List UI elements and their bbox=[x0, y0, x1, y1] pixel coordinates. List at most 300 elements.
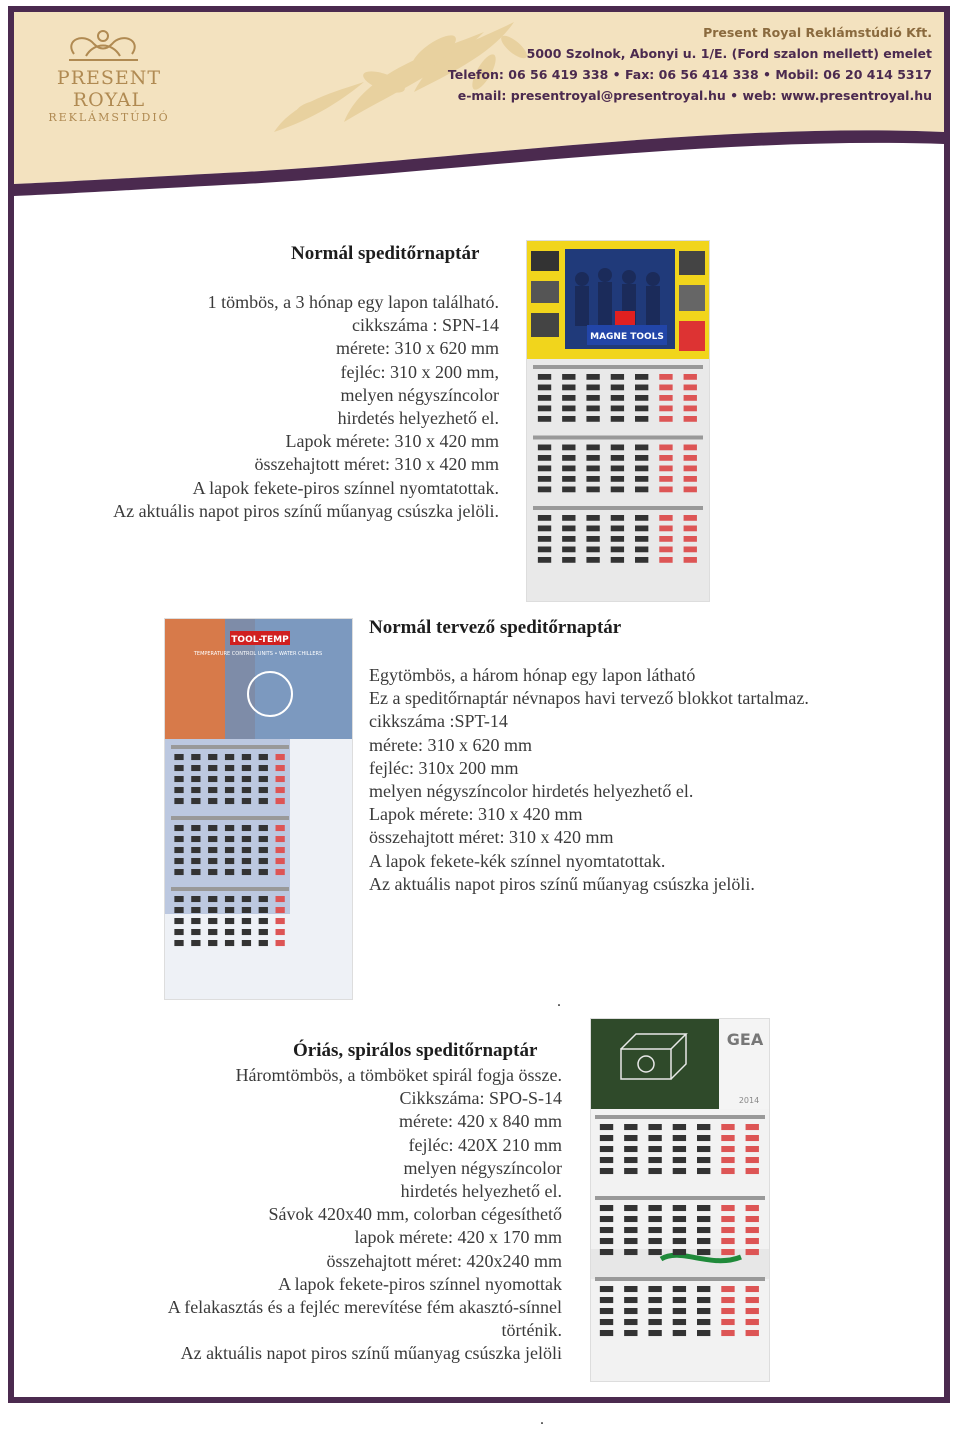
calendar-day-cell bbox=[191, 918, 200, 924]
calendar-day-cell bbox=[721, 1330, 734, 1336]
logo-main-text: PRESENT ROYAL bbox=[56, 67, 162, 111]
calendar-day-cell bbox=[611, 515, 624, 521]
product-1-description bbox=[19, 291, 499, 523]
calendar-day-cell bbox=[538, 536, 551, 542]
calendar-day-cell bbox=[600, 1249, 613, 1255]
calendar-day-cell bbox=[586, 385, 599, 391]
calendar-day-cell bbox=[242, 869, 251, 875]
calendar-day-cell bbox=[635, 395, 648, 401]
calendar-day-cell bbox=[208, 907, 217, 913]
calendar-day-cell bbox=[538, 547, 551, 553]
product-3-line: történik. bbox=[501, 1320, 562, 1341]
calendar-day-cell bbox=[174, 940, 183, 946]
calendar-day-cell bbox=[600, 1308, 613, 1314]
calendar-day-cell bbox=[174, 787, 183, 793]
calendar-day-cell bbox=[208, 896, 217, 902]
calendar-day-cell bbox=[276, 836, 285, 842]
calendar-day-cell bbox=[697, 1124, 710, 1130]
product-3-line: Cikkszáma: SPO-S-14 bbox=[399, 1088, 562, 1109]
calendar-day-cell bbox=[746, 1205, 759, 1211]
product-1-line: mérete: 310 x 620 mm bbox=[336, 338, 499, 359]
calendar-day-cell bbox=[174, 896, 183, 902]
calendar-day-cell bbox=[586, 416, 599, 422]
calendar-day-cell bbox=[721, 1124, 734, 1130]
calendar-day-cell bbox=[242, 836, 251, 842]
calendar-day-cell bbox=[259, 765, 268, 771]
calendar-day-cell bbox=[611, 536, 624, 542]
calendar-day-cell bbox=[624, 1216, 637, 1222]
calendar-day-cell bbox=[562, 374, 575, 380]
calendar-day-cell bbox=[600, 1205, 613, 1211]
calendar-day-cell bbox=[600, 1227, 613, 1233]
product-1-line: összehajtott méret: 310 x 420 mm bbox=[254, 454, 499, 475]
calendar-day-cell bbox=[721, 1297, 734, 1303]
calendar-day-cell bbox=[648, 1168, 661, 1174]
calendar-day-cell bbox=[746, 1249, 759, 1255]
calendar-day-cell bbox=[624, 1249, 637, 1255]
calendar-day-cell bbox=[611, 487, 624, 493]
product-3-line: Háromtömbös, a tömböket spirál fogja össze. bbox=[235, 1065, 562, 1085]
calendar-day-cell bbox=[611, 374, 624, 380]
calendar-day-cell bbox=[225, 825, 234, 831]
calendar-day-cell bbox=[191, 776, 200, 782]
calendar-day-cell bbox=[697, 1297, 710, 1303]
calendar-photo-3 bbox=[590, 1018, 770, 1382]
calendar-day-cell bbox=[659, 536, 672, 542]
calendar-day-cell bbox=[635, 466, 648, 472]
calendar-day-cell bbox=[673, 1286, 686, 1292]
product-3-title: Óriás, spirálos speditőrnaptár bbox=[293, 1040, 538, 1061]
calendar-day-cell bbox=[673, 1330, 686, 1336]
calendar-day-cell bbox=[225, 858, 234, 864]
calendar-day-cell bbox=[611, 406, 624, 412]
calendar-day-cell bbox=[624, 1286, 637, 1292]
calendar-day-cell bbox=[697, 1168, 710, 1174]
calendar-day-cell bbox=[586, 445, 599, 451]
product-2-title: Normál tervező speditőrnaptár bbox=[369, 617, 622, 638]
calendar-day-cell bbox=[259, 754, 268, 760]
calendar-day-cell bbox=[635, 476, 648, 482]
calendar-day-cell bbox=[538, 487, 551, 493]
calendar-day-cell bbox=[624, 1238, 637, 1244]
product-3-line: hirdetés helyezhető el. bbox=[400, 1181, 562, 1202]
calendar-day-cell bbox=[600, 1216, 613, 1222]
company-email: e-mail: presentroyal@presentroyal.hu • web: www.presentroyal.hu bbox=[457, 88, 932, 103]
product-2-line: fejléc: 310x 200 mm bbox=[369, 757, 519, 778]
calendar-day-cell bbox=[611, 526, 624, 532]
calendar-day-cell bbox=[562, 557, 575, 563]
calendar-day-cell bbox=[562, 385, 575, 391]
calendar-day-cell bbox=[259, 836, 268, 842]
calendar-day-cell bbox=[648, 1319, 661, 1325]
calendar-day-cell bbox=[562, 455, 575, 461]
calendar-day-cell bbox=[242, 787, 251, 793]
calendar-day-cell bbox=[659, 445, 672, 451]
calendar-day-cell bbox=[242, 765, 251, 771]
calendar-day-cell bbox=[746, 1330, 759, 1336]
calendar-day-cell bbox=[721, 1205, 734, 1211]
calendar-day-cell bbox=[684, 526, 697, 532]
calendar-day-cell bbox=[697, 1319, 710, 1325]
calendar-day-cell bbox=[721, 1249, 734, 1255]
calendar-day-cell bbox=[242, 847, 251, 853]
calendar-day-cell bbox=[174, 929, 183, 935]
calendar-day-cell bbox=[600, 1238, 613, 1244]
calendar-day-cell bbox=[673, 1157, 686, 1163]
calendar-day-cell bbox=[174, 765, 183, 771]
calendar-day-cell bbox=[225, 776, 234, 782]
calendar-day-cell bbox=[259, 776, 268, 782]
calendar-day-cell bbox=[562, 526, 575, 532]
calendar-day-cell bbox=[191, 754, 200, 760]
calendar-day-cell bbox=[648, 1330, 661, 1336]
calendar-day-cell bbox=[635, 536, 648, 542]
calendar-day-cell bbox=[684, 487, 697, 493]
calendar-day-cell bbox=[259, 940, 268, 946]
calendar-day-cell bbox=[721, 1146, 734, 1152]
calendar-day-cell bbox=[635, 416, 648, 422]
calendar-day-cell bbox=[635, 445, 648, 451]
calendar-day-cell bbox=[191, 907, 200, 913]
calendar-day-cell bbox=[225, 929, 234, 935]
calendar-day-cell bbox=[586, 487, 599, 493]
calendar-day-cell bbox=[611, 385, 624, 391]
calendar-day-cell bbox=[174, 907, 183, 913]
calendar-day-cell bbox=[586, 557, 599, 563]
calendar-day-cell bbox=[259, 825, 268, 831]
calendar-day-cell bbox=[648, 1286, 661, 1292]
product-3-line: mérete: 420 x 840 mm bbox=[399, 1111, 562, 1132]
calendar-day-cell bbox=[746, 1297, 759, 1303]
calendar-day-cell bbox=[208, 836, 217, 842]
calendar-day-cell bbox=[562, 445, 575, 451]
calendar-day-cell bbox=[659, 557, 672, 563]
calendar-day-cell bbox=[259, 929, 268, 935]
calendar-day-cell bbox=[276, 798, 285, 804]
calendar-day-cell bbox=[721, 1168, 734, 1174]
calendar-day-cell bbox=[208, 940, 217, 946]
calendar-day-cell bbox=[562, 536, 575, 542]
calendar-day-cell bbox=[673, 1319, 686, 1325]
calendar-day-cell bbox=[276, 847, 285, 853]
calendar-month-header bbox=[171, 816, 289, 820]
calendar-day-cell bbox=[208, 858, 217, 864]
calendar-day-cell bbox=[242, 896, 251, 902]
calendar-day-cell bbox=[259, 869, 268, 875]
calendar-day-cell bbox=[276, 754, 285, 760]
calendar-day-cell bbox=[721, 1238, 734, 1244]
calendar-day-cell bbox=[684, 445, 697, 451]
calendar-day-cell bbox=[600, 1146, 613, 1152]
calendar-day-cell bbox=[611, 466, 624, 472]
calendar-day-cell bbox=[225, 907, 234, 913]
calendar-day-cell bbox=[611, 476, 624, 482]
calendar-day-cell bbox=[659, 466, 672, 472]
calendar-day-cell bbox=[225, 847, 234, 853]
calendar-day-cell bbox=[538, 374, 551, 380]
calendar-day-cell bbox=[635, 374, 648, 380]
calendar-day-cell bbox=[611, 445, 624, 451]
calendar-month-header bbox=[533, 365, 703, 369]
calendar-day-cell bbox=[721, 1308, 734, 1314]
calendar-day-cell bbox=[721, 1157, 734, 1163]
calendar-day-cell bbox=[624, 1168, 637, 1174]
calendar-day-cell bbox=[673, 1216, 686, 1222]
calendar-day-cell bbox=[673, 1238, 686, 1244]
calendar-day-cell bbox=[648, 1124, 661, 1130]
calendar-day-cell bbox=[746, 1146, 759, 1152]
calendar-day-cell bbox=[538, 406, 551, 412]
calendar-day-cell bbox=[673, 1227, 686, 1233]
cal2-sub-text: TEMPERATURE CONTROL UNITS • WATER CHILLERS bbox=[193, 651, 323, 657]
calendar-day-cell bbox=[648, 1135, 661, 1141]
calendar-day-cell bbox=[225, 836, 234, 842]
calendar-day-cell bbox=[659, 395, 672, 401]
calendar-day-cell bbox=[174, 858, 183, 864]
calendar-day-cell bbox=[191, 787, 200, 793]
calendar-day-cell bbox=[600, 1330, 613, 1336]
calendar-day-cell bbox=[191, 929, 200, 935]
calendar-day-cell bbox=[611, 395, 624, 401]
calendar-day-cell bbox=[174, 754, 183, 760]
calendar-day-cell bbox=[586, 406, 599, 412]
calendar-day-cell bbox=[562, 515, 575, 521]
calendar-day-cell bbox=[208, 918, 217, 924]
calendar-day-cell bbox=[697, 1308, 710, 1314]
calendar-day-cell bbox=[624, 1330, 637, 1336]
separator-dot: . bbox=[557, 993, 561, 1010]
calendar-day-cell bbox=[276, 940, 285, 946]
calendar-day-cell bbox=[684, 406, 697, 412]
calendar-day-cell bbox=[624, 1157, 637, 1163]
calendar-day-cell bbox=[635, 547, 648, 553]
calendar-day-cell bbox=[208, 869, 217, 875]
calendar-photo-2 bbox=[164, 618, 353, 1000]
calendar-day-cell bbox=[648, 1146, 661, 1152]
calendar-day-cell bbox=[208, 847, 217, 853]
calendar-day-cell bbox=[635, 515, 648, 521]
calendar-day-cell bbox=[684, 547, 697, 553]
calendar-day-cell bbox=[242, 798, 251, 804]
calendar-day-cell bbox=[208, 776, 217, 782]
product-1-line: 1 tömbös, a 3 hónap egy lapon található. bbox=[207, 292, 499, 312]
cal3-year-text: 2014 bbox=[738, 1096, 760, 1105]
calendar-day-cell bbox=[276, 869, 285, 875]
calendar-day-cell bbox=[259, 918, 268, 924]
calendar-day-cell bbox=[659, 515, 672, 521]
calendar-day-cell bbox=[659, 374, 672, 380]
calendar-day-cell bbox=[225, 765, 234, 771]
calendar-day-cell bbox=[684, 374, 697, 380]
product-3-description bbox=[2, 1064, 562, 1366]
calendar-day-cell bbox=[659, 416, 672, 422]
calendar-day-cell bbox=[259, 798, 268, 804]
calendar-day-cell bbox=[659, 476, 672, 482]
calendar-day-cell bbox=[208, 929, 217, 935]
calendar-day-cell bbox=[684, 416, 697, 422]
calendar-day-cell bbox=[174, 836, 183, 842]
calendar-day-cell bbox=[684, 395, 697, 401]
calendar-day-cell bbox=[586, 515, 599, 521]
product-1-line: melyen négyszíncolor bbox=[340, 384, 499, 405]
calendar-day-cell bbox=[648, 1249, 661, 1255]
company-address: 5000 Szolnok, Abonyi u. 1/E. (Ford szalon mellett) emelet bbox=[526, 46, 932, 61]
calendar-day-cell bbox=[600, 1297, 613, 1303]
calendar-day-cell bbox=[259, 858, 268, 864]
calendar-month-header bbox=[171, 887, 289, 891]
calendar-month-header bbox=[595, 1277, 765, 1281]
calendar-day-cell bbox=[562, 487, 575, 493]
calendar-day-cell bbox=[611, 557, 624, 563]
calendar-day-cell bbox=[538, 395, 551, 401]
calendar-day-cell bbox=[746, 1286, 759, 1292]
calendar-day-cell bbox=[538, 416, 551, 422]
product-1-line: cikkszáma : SPN-14 bbox=[352, 315, 499, 336]
calendar-day-cell bbox=[673, 1249, 686, 1255]
product-3-line: A felakasztás és a fejléc merevítése fém akasztó-sínnel bbox=[167, 1297, 562, 1318]
calendar-day-cell bbox=[538, 515, 551, 521]
calendar-day-cell bbox=[684, 476, 697, 482]
product-3-line: A lapok fekete-piros színnel nyomottak bbox=[278, 1273, 562, 1294]
calendar-day-cell bbox=[600, 1168, 613, 1174]
product-1-line: A lapok fekete-piros színnel nyomtatottak. bbox=[192, 477, 499, 498]
calendar-day-cell bbox=[697, 1146, 710, 1152]
calendar-photo-1 bbox=[526, 240, 710, 602]
calendar-day-cell bbox=[684, 515, 697, 521]
calendar-day-cell bbox=[538, 557, 551, 563]
calendar-month-header bbox=[171, 745, 289, 749]
calendar-day-cell bbox=[624, 1124, 637, 1130]
calendar-month-header bbox=[595, 1115, 765, 1119]
calendar-day-cell bbox=[624, 1146, 637, 1152]
calendar-day-cell bbox=[746, 1308, 759, 1314]
calendar-day-cell bbox=[225, 896, 234, 902]
calendar-day-cell bbox=[208, 825, 217, 831]
calendar-day-cell bbox=[225, 869, 234, 875]
calendar-day-cell bbox=[746, 1157, 759, 1163]
calendar-day-cell bbox=[635, 406, 648, 412]
calendar-day-cell bbox=[673, 1146, 686, 1152]
calendar-day-cell bbox=[673, 1135, 686, 1141]
calendar-day-cell bbox=[562, 547, 575, 553]
product-2-line: Ez a speditőrnaptár névnapos havi tervező blokkot tartalmaz. bbox=[369, 688, 809, 709]
calendar-day-cell bbox=[746, 1238, 759, 1244]
calendar-day-cell bbox=[562, 476, 575, 482]
calendar-day-cell bbox=[208, 754, 217, 760]
calendar-day-cell bbox=[562, 466, 575, 472]
product-2-line: összehajtott méret: 310 x 420 mm bbox=[369, 827, 614, 848]
calendar-day-cell bbox=[259, 787, 268, 793]
product-3-line: Az aktuális napot piros színű műanyag csúszka jelöli bbox=[180, 1343, 562, 1364]
calendar-day-cell bbox=[611, 547, 624, 553]
company-name: Present Royal Reklámstúdió Kft. bbox=[703, 25, 932, 40]
calendar-day-cell bbox=[586, 547, 599, 553]
calendar-day-cell bbox=[659, 406, 672, 412]
calendar-day-cell bbox=[276, 776, 285, 782]
calendar-day-cell bbox=[562, 416, 575, 422]
calendar-day-cell bbox=[174, 918, 183, 924]
calendar-day-cell bbox=[721, 1286, 734, 1292]
calendar-day-cell bbox=[259, 907, 268, 913]
calendar-day-cell bbox=[538, 455, 551, 461]
calendar-day-cell bbox=[225, 940, 234, 946]
calendar-day-cell bbox=[191, 847, 200, 853]
calendar-day-cell bbox=[259, 896, 268, 902]
calendar-day-cell bbox=[538, 466, 551, 472]
calendar-day-cell bbox=[746, 1319, 759, 1325]
calendar-day-cell bbox=[191, 798, 200, 804]
product-2-line: Az aktuális napot piros színű műanyag csúszka jelöli. bbox=[369, 873, 755, 894]
calendar-day-cell bbox=[259, 847, 268, 853]
calendar-day-cell bbox=[174, 847, 183, 853]
calendar-day-cell bbox=[697, 1205, 710, 1211]
calendar-day-cell bbox=[225, 787, 234, 793]
calendar-month-header bbox=[533, 436, 703, 440]
calendar-day-cell bbox=[746, 1216, 759, 1222]
calendar-day-cell bbox=[538, 445, 551, 451]
calendar-day-cell bbox=[174, 869, 183, 875]
company-phone: Telefon: 06 56 419 338 • Fax: 06 56 414 338 • Mobil: 06 20 414 5317 bbox=[447, 67, 932, 82]
calendar-day-cell bbox=[225, 798, 234, 804]
calendar-day-cell bbox=[586, 374, 599, 380]
contact-block bbox=[448, 22, 932, 106]
calendar-day-cell bbox=[659, 526, 672, 532]
calendar-day-cell bbox=[684, 455, 697, 461]
calendar-day-cell bbox=[684, 557, 697, 563]
product-2-line: mérete: 310 x 620 mm bbox=[369, 734, 532, 755]
calendar-day-cell bbox=[600, 1319, 613, 1325]
calendar-day-cell bbox=[648, 1227, 661, 1233]
calendar-day-cell bbox=[673, 1297, 686, 1303]
calendar-day-cell bbox=[208, 765, 217, 771]
calendar-day-cell bbox=[586, 455, 599, 461]
cal1-banner-text: MAGNE TOOLS bbox=[590, 332, 664, 342]
calendar-day-cell bbox=[648, 1157, 661, 1163]
calendar-day-cell bbox=[746, 1227, 759, 1233]
calendar-day-cell bbox=[242, 929, 251, 935]
calendar-day-cell bbox=[673, 1308, 686, 1314]
calendar-day-cell bbox=[242, 907, 251, 913]
product-2-description bbox=[369, 664, 929, 896]
calendar-day-cell bbox=[697, 1330, 710, 1336]
product-2-line: melyen négyszíncolor hirdetés helyezhető el. bbox=[369, 781, 694, 802]
calendar-day-cell bbox=[721, 1227, 734, 1233]
calendar-day-cell bbox=[624, 1205, 637, 1211]
calendar-day-cell bbox=[635, 526, 648, 532]
calendar-day-cell bbox=[635, 385, 648, 391]
calendar-day-cell bbox=[600, 1286, 613, 1292]
product-3-line: lapok mérete: 420 x 170 mm bbox=[354, 1227, 562, 1248]
calendar-day-cell bbox=[624, 1227, 637, 1233]
calendar-day-cell bbox=[648, 1238, 661, 1244]
calendar-day-cell bbox=[600, 1124, 613, 1130]
product-2-line: Lapok mérete: 310 x 420 mm bbox=[369, 804, 583, 825]
calendar-day-cell bbox=[673, 1205, 686, 1211]
calendar-day-cell bbox=[697, 1249, 710, 1255]
calendar-day-cell bbox=[697, 1238, 710, 1244]
calendar-month-header bbox=[533, 506, 703, 510]
calendar-day-cell bbox=[746, 1135, 759, 1141]
calendar-day-cell bbox=[635, 455, 648, 461]
calendar-day-cell bbox=[746, 1168, 759, 1174]
calendar-month-header bbox=[595, 1196, 765, 1200]
calendar-day-cell bbox=[538, 385, 551, 391]
product-3-line: melyen négyszíncolor bbox=[403, 1157, 562, 1178]
calendar-day-cell bbox=[721, 1319, 734, 1325]
calendar-day-cell bbox=[697, 1286, 710, 1292]
calendar-day-cell bbox=[208, 798, 217, 804]
calendar-day-cell bbox=[242, 858, 251, 864]
